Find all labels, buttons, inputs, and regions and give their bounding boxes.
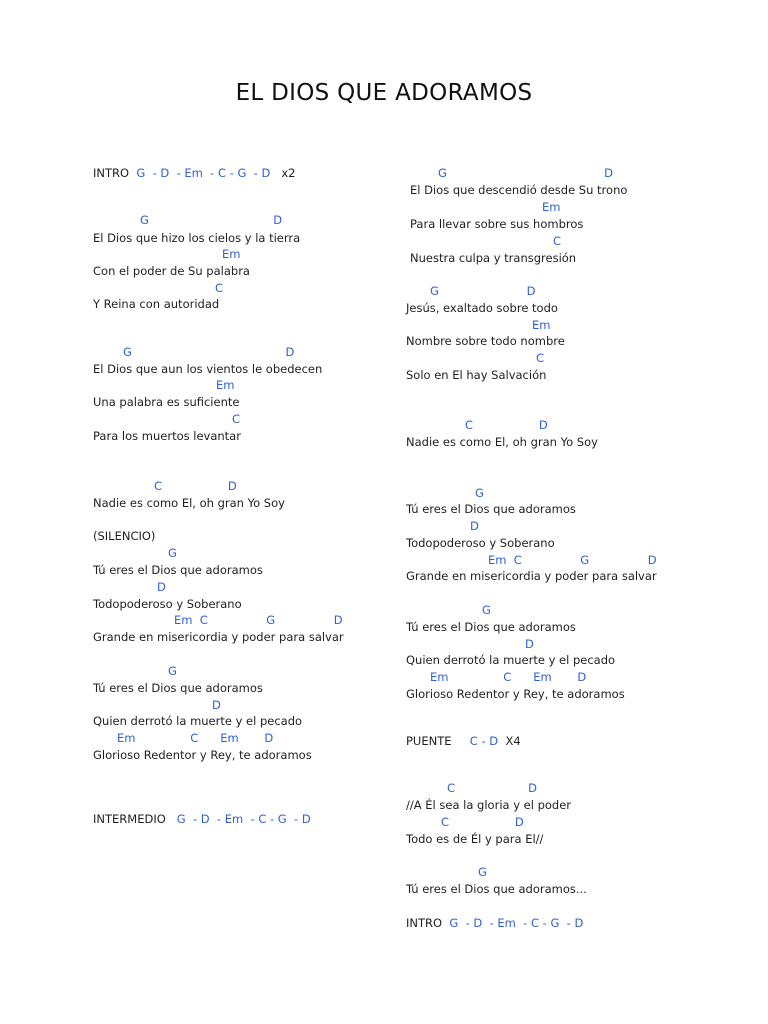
chord-line: G [475, 486, 484, 500]
lyric-line: Todo es de Él y para El// [406, 832, 544, 846]
chord-line: C D [447, 781, 537, 795]
lyric-line: Para llevar sobre sus hombros [410, 217, 584, 231]
lyric-line: Glorioso Redentor y Rey, te adoramos [93, 748, 312, 762]
intro-label: INTRO [93, 166, 130, 180]
interlude-label: INTERMEDIO [93, 812, 166, 826]
chord-line: G [478, 865, 487, 879]
chord-line: C [536, 351, 545, 365]
interlude-line [93, 812, 311, 826]
chord-line: D [157, 580, 166, 594]
chord-line: C [232, 412, 241, 426]
lyric-line: //A Él sea la gloria y el poder [406, 798, 572, 812]
chord-line: D [470, 519, 479, 533]
interlude-chords: G - D - Em - C - G - D [176, 812, 311, 826]
chord-line: Em C G D [488, 553, 657, 567]
bridge-label: PUENTE [406, 734, 452, 748]
chord-line: Em C G D [174, 613, 343, 627]
chord-line: Em C Em D [117, 731, 274, 745]
lyric-line: Grande en misericordia y poder para salvar [93, 630, 344, 644]
lyric-line: Grande en misericordia y poder para salvar [406, 569, 657, 583]
lyric-line: Nadie es como El, oh gran Yo Soy [406, 435, 598, 449]
lyric-line: Nuestra culpa y transgresión [410, 251, 577, 265]
lyric-line: Solo en El hay Salvación [406, 368, 547, 382]
lyric-line: El Dios que aun los vientos le obedecen [93, 362, 323, 376]
chord-line: C D [154, 479, 237, 493]
outro-intro-chords: G - D - Em - C - G - D [449, 916, 584, 930]
chord-line: C D [441, 815, 524, 829]
lyric-line: Y Reina con autoridad [93, 297, 220, 311]
intro-line [93, 166, 295, 180]
chord-line: G [168, 546, 177, 560]
chord-line: G D [430, 284, 536, 298]
chord-line: G D [140, 213, 283, 227]
chord-line: C [553, 234, 562, 248]
bridge-line [406, 734, 521, 748]
lyric-line: Todopoderoso y Soberano [406, 536, 555, 550]
lyric-line: Tú eres el Dios que adoramos... [406, 882, 587, 896]
outro-intro-label: INTRO [406, 916, 443, 930]
lyric-line: Jesús, exaltado sobre todo [406, 301, 558, 315]
song-title: EL DIOS QUE ADORAMOS [235, 80, 533, 106]
lyric-line: Nadie es como El, oh gran Yo Soy [93, 496, 285, 510]
lyric-line: Con el poder de Su palabra [93, 264, 250, 278]
lyric-line: Una palabra es suficiente [93, 395, 240, 409]
outro-intro-line [406, 916, 583, 930]
chord-line: G D [123, 345, 295, 359]
intro-chords: G - D - Em - C - G - D [136, 166, 271, 180]
chord-line: D [212, 698, 221, 712]
lyric-line: Tú eres el Dios que adoramos [93, 563, 263, 577]
chord-line: Em [532, 318, 551, 332]
lyric-line: Nombre sobre todo nombre [406, 334, 565, 348]
lyric-line: Tú eres el Dios que adoramos [406, 502, 576, 516]
chord-line: G D [438, 166, 613, 180]
chord-line: Em [222, 247, 241, 261]
intro-repeat: x2 [281, 166, 296, 180]
chord-line: Em C Em D [430, 670, 587, 684]
chord-line: G [482, 603, 491, 617]
lyric-line: Quien derrotó la muerte y el pecado [406, 653, 616, 667]
chord-line: G [168, 664, 177, 678]
silence-marker: (SILENCIO) [93, 529, 156, 543]
chord-line: C [215, 281, 224, 295]
lyric-line: Quien derrotó la muerte y el pecado [93, 714, 303, 728]
chord-line: Em [542, 200, 561, 214]
chord-line: D [525, 637, 534, 651]
lyric-line: Para los muertos levantar [93, 429, 241, 443]
chord-line: C D [465, 418, 548, 432]
bridge-chords: C - D [469, 734, 499, 748]
bridge-repeat: X4 [505, 734, 521, 748]
lyric-line: Todopoderoso y Soberano [93, 597, 242, 611]
lyric-line: Tú eres el Dios que adoramos [93, 681, 263, 695]
chord-line: Em [216, 378, 235, 392]
lyric-line: Glorioso Redentor y Rey, te adoramos [406, 687, 625, 701]
lyric-line: El Dios que descendió desde Su trono [410, 183, 628, 197]
lyric-line: Tú eres el Dios que adoramos [406, 620, 576, 634]
lyric-line: El Dios que hizo los cielos y la tierra [93, 231, 301, 245]
